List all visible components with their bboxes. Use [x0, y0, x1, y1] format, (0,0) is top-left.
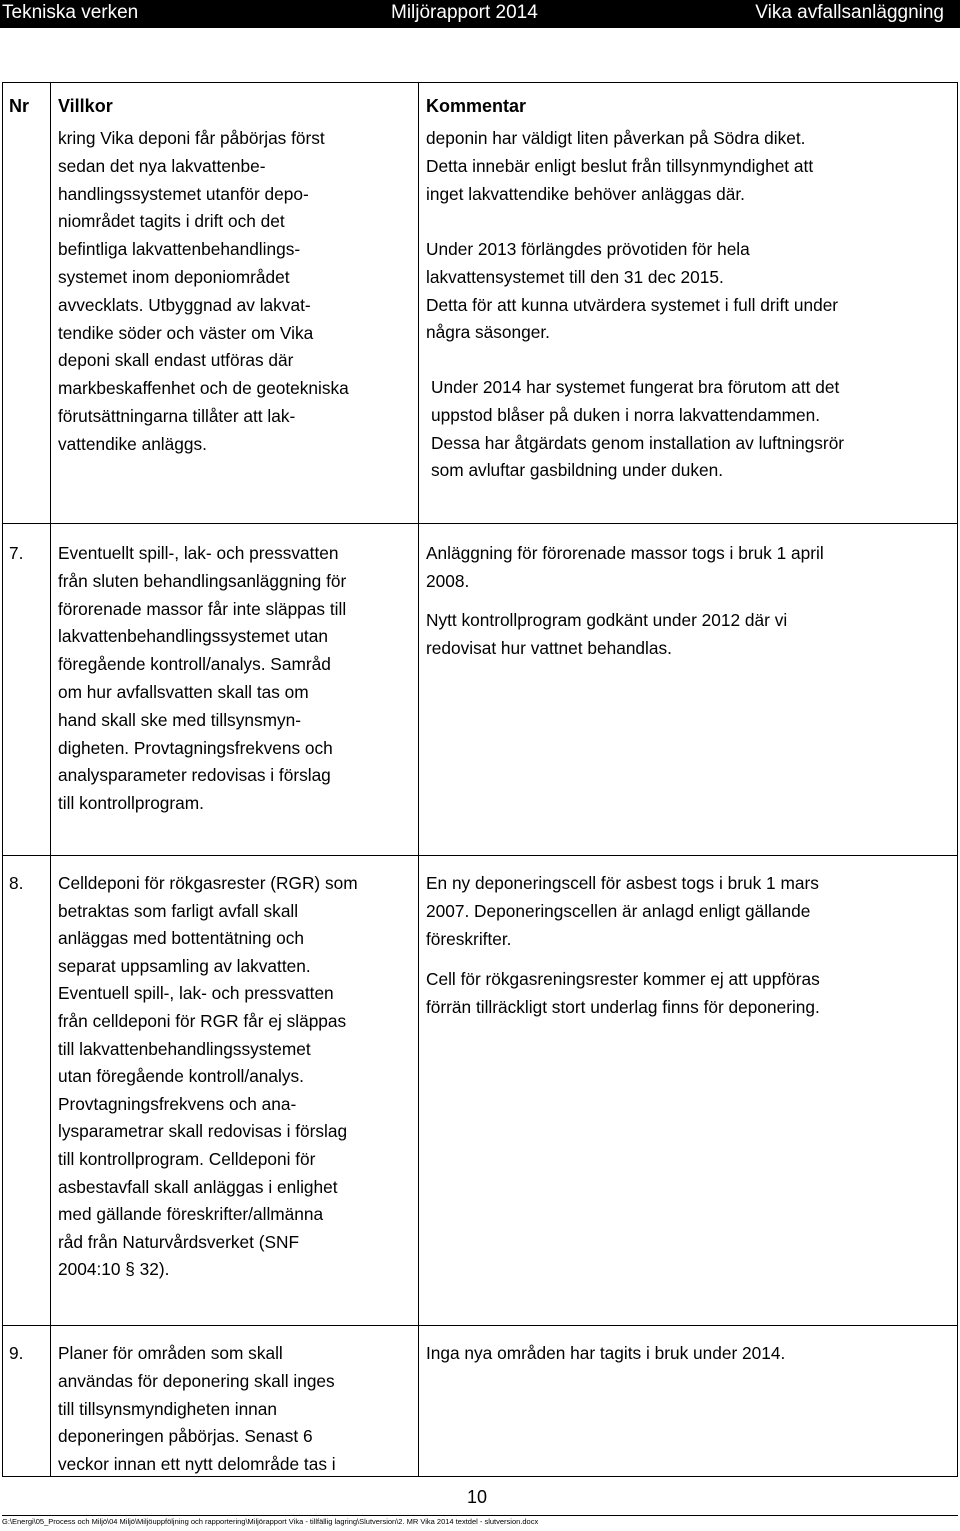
row-7-kommentar-1: Anläggning för förorenade massor togs i bruk 1 april 2008.: [426, 543, 824, 591]
row-divider-2: [2, 855, 958, 856]
row-8-kommentar-2: Cell för rökgasreningsrester kommer ej att uppföras förrän tillräckligt stort underlag finns för deponering.: [426, 969, 820, 1017]
row-9-kommentar-1: Inga nya områden har tagits i bruk under 2014.: [426, 1343, 786, 1363]
row-7-nr: 7.: [9, 543, 24, 563]
row-8-nr: 8.: [9, 873, 24, 893]
page-header: [0, 0, 960, 28]
header-facility: Vika avfallsanläggning: [755, 2, 944, 23]
header-company: Tekniska verken: [2, 2, 139, 23]
row-7-kommentar-2: Nytt kontrollprogram godkänt under 2012 där vi redovisat hur vattnet behandlas.: [426, 610, 788, 658]
column-header-nr: Nr: [9, 96, 30, 116]
table-top-border: [2, 82, 958, 83]
row-divider-3: [2, 1325, 958, 1326]
table-left-border: [2, 82, 3, 1477]
column-divider-nr: [50, 82, 51, 1477]
row-continuation-villkor: kring Vika deponi får påbörjas först sedan det nya lakvattenbe- handlingssystemet utanför depo- niområdet tagits i drift och det befintliga lakvattenbehandlings- systemet inom deponiområdet avvecklats. Utbyggnad av lakvat- tendike söder och väster om Vika deponi skall endast utföras där markbeskaffenhet och de geotekniska förutsättningarna tillåter att lak- vattendike anläggs.: [58, 128, 349, 454]
header-report-title: Miljörapport 2014: [391, 2, 538, 23]
footer-file-path: G:\Energi\05_Process och Miljö\04 Miljö\Miljöuppföljning och rapportering\Miljörapport Vika - tillfällig lagring\Slutversion\2. MR Vika 2014 textdel - slutversion.docx: [2, 1517, 539, 1526]
row-continuation-kommentar-2: Under 2013 förlängdes prövotiden för hela lakvattensystemet till den 31 dec 2015. Detta för att kunna utvärdera systemet i full drift under några säsonger.: [426, 239, 839, 343]
row-8-kommentar-1: En ny deponeringscell för asbest togs i bruk 1 mars 2007. Deponeringscellen är anlagd enligt gällande föreskrifter.: [426, 873, 819, 949]
page-number: 10: [467, 1487, 488, 1507]
row-continuation-kommentar-1: deponin har väldigt liten påverkan på Södra diket. Detta innebär enligt beslut från tillsynmyndighet att inget lakvattendike behöver anläggas där.: [426, 128, 814, 204]
row-continuation-kommentar-3: Under 2014 har systemet fungerat bra förutom att det uppstod blåser på duken i norra lakvattendammen. Dessa har åtgärdats genom installation av luftningsrör som avluftar gasbildning under duken.: [431, 377, 845, 481]
row-divider-1: [2, 523, 958, 524]
column-header-villkor: Villkor: [58, 96, 113, 116]
column-divider-villkor: [418, 82, 419, 1477]
column-header-kommentar: Kommentar: [426, 96, 527, 116]
row-7-villkor: Eventuellt spill-, lak- och pressvatten från sluten behandlingsanläggning för förorenade massor får inte släppas till lakvattenbehandlingssystemet utan föregående kontroll/analys. Samråd om hur avfallsvatten skall tas om hand skall ske med tillsynsmyn- digheten. Provtagningsfrekvens och analysparameter redovisas i förslag till kontrollprogram.: [58, 543, 347, 814]
row-8-villkor: Celldeponi för rökgasrester (RGR) som betraktas som farligt avfall skall anläggas med bottentätning och separat uppsamling av lakvatten. Eventuell spill-, lak- och pressvatten från celldeponi för RGR får ej släppas till lakvattenbehandlingssystemet utan föregående kontroll/analys. Provtagningsfrekvens och ana- lysparametrar skall redovisas i förslag till kontrollprogram. Celldeponi för asbestavfall skall anläggas i enlighet med gällande föreskrifter/allmänna råd från Naturvårdsverket (SNF 2004:10 § 32).: [58, 873, 358, 1280]
row-9-nr: 9.: [9, 1343, 24, 1363]
table-right-border: [957, 82, 958, 1477]
footer-rule: [2, 1515, 958, 1516]
row-9-villkor: Planer för områden som skall användas för deponering skall inges till tillsynsmyndigheten innan deponeringen påbörjas. Senast 6 veckor innan ett nytt delområde tas i: [58, 1343, 336, 1475]
